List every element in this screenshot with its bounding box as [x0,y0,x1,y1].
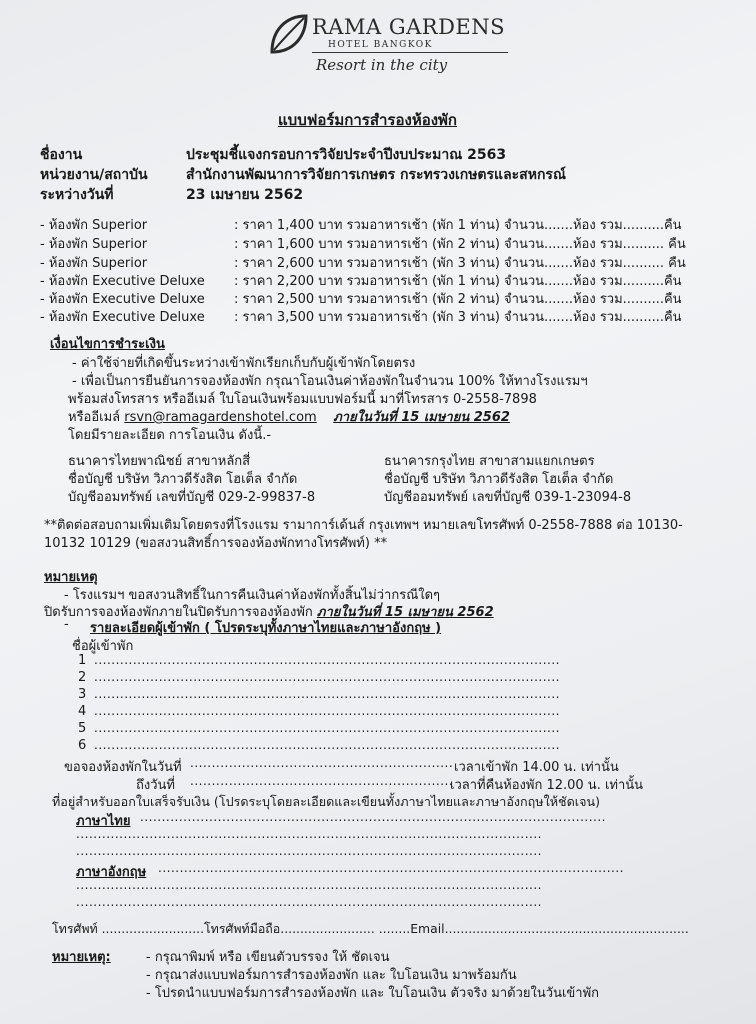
account-name: ชื่อบัญชี บริษัท วิภาวดีรังสิต โฮเต็ล จำกัด [68,472,298,487]
room-rate: : ราคา 2,600 บาท รวมอาหารเช้า (พัก 3 ท่าน) จำนวน.......ห้อง รวม.......... คืน [234,256,686,271]
payment-line-2: - เพื่อเป็นการยืนยันการจองห้องพัก กรุณาโอนเงินค่าห้องพักในจำนวน 100% ให้ทางโรงแรมฯ [72,374,588,389]
room-type: - ห้องพัก Executive Deluxe [40,274,205,289]
room-type: - ห้องพัก Executive Deluxe [40,310,205,325]
guest-number: 6 [78,738,87,753]
room-type: - ห้องพัก Superior [40,237,148,252]
payment-line-1: - ค่าใช้จ่ายที่เกิดขึ้นระหว่างเข้าพักเรียกเก็บกับผู้เข้าพักโดยตรง [72,356,416,371]
bank-name: ธนาคารไทยพาณิชย์ สาขาหลักสี่ [68,454,251,469]
organization-label: หน่วยงาน/สถาบัน [40,167,148,183]
note-2-line-2: - กรุณาส่งแบบฟอร์มการสำรองห้องพัก และ ใบโอนเงิน มาพร้อมกัน [146,968,517,983]
checkin-time-note: เวลาเข้าพัก 14.00 น. เท่านั้น [454,760,619,775]
thai-address-label: ภาษาไทย [76,814,131,829]
room-type: - ห้องพัก Superior [40,218,148,233]
guest-details-heading: รายละเอียดผู้เข้าพัก ( โปรดระบุทั้งภาษาไทยและภาษาอังกฤษ ) [90,621,442,636]
english-address-field[interactable]: ............................................................................................................ [76,895,542,909]
logo-divider [312,52,508,53]
guest-name-field[interactable]: ............................................................................................................ [94,653,560,667]
note-2-line-1: - กรุณาพิมพ์ หรือ เขียนตัวบรรจง ให้ ชัดเจน [146,950,390,965]
event-name-label: ชื่องาน [40,147,83,163]
room-type: - ห้องพัก Superior [40,256,148,271]
note-heading-2: หมายเหตุ: [52,950,111,965]
date-value: 23 เมษายน 2562 [186,187,304,203]
phone-email-line[interactable]: โทรศัพท์ ..........................โทรศัพท์มือถือ........................ ........Email.............................................................. [52,921,689,936]
organization-value: สำนักงานพัฒนาการวิจัยการเกษตร กระทรวงเกษตรและสหกรณ์ [186,167,566,183]
checkin-label: ขอจองห้องพักในวันที่ [64,760,182,775]
email-link[interactable]: rsvn@ramagardenshotel.com [124,410,317,425]
guest-name-field[interactable]: ............................................................................................................ [94,704,560,718]
address-label: ที่อยู่สำหรับออกใบเสร็จรับเงิน (โปรดระบุโดยละเอียดและเขียนทั้งภาษาไทยและภาษาอังกฤษให้ชัดเจน) [52,794,600,809]
payment-line-5: โดยมีรายละเอียด การโอนเงิน ดังนี้.- [68,428,272,443]
room-rate: : ราคา 1,400 บาท รวมอาหารเช้า (พัก 1 ท่าน) จำนวน.......ห้อง รวม..........คืน [234,218,682,233]
checkout-date-field[interactable]: ............................................................. [190,774,454,788]
room-rate: : ราคา 2,500 บาท รวมอาหารเช้า (พัก 2 ท่าน) จำนวน.......ห้อง รวม..........คืน [234,292,682,307]
room-type: - ห้องพัก Executive Deluxe [40,292,205,307]
checkin-date-field[interactable]: ............................................................. [190,756,454,770]
guest-name-field[interactable]: ............................................................................................................ [94,738,560,752]
english-address-field[interactable]: ............................................................................................................ [76,878,542,892]
note-heading: หมายเหตุ [44,570,98,585]
guest-number: 2 [78,670,87,685]
payment-line-3: พร้อมส่งโทรสาร หรืออีเมล์ ใบโอนเงินพร้อมแบบฟอร์มนี้ มาที่โทรสาร 0-2558-7898 [68,392,537,407]
payment-heading: เงื่อนไขการชำระเงิน [50,337,165,352]
guest-name-field[interactable]: ............................................................................................................ [94,670,560,684]
english-address-field[interactable]: ............................................................................................................ [158,861,624,875]
guest-name-label: ชื่อผู้เข้าพัก [72,639,134,654]
account-name: ชื่อบัญชี บริษัท วิภาวดีรังสิต โฮเต็ล จำกัด [384,472,614,487]
contact-line-1: **ติดต่อสอบถามเพิ่มเติมโดยตรงที่โรงแรม รามาการ์เด้นส์ กรุงเทพฯ หมายเลขโทรศัพท์ 0-2558-7888 ต่อ 10130- [44,518,683,533]
guest-name-field[interactable]: ............................................................................................................ [94,721,560,735]
room-rate: : ราคา 3,500 บาท รวมอาหารเช้า (พัก 3 ท่าน) จำนวน.......ห้อง รวม..........คืน [234,310,682,325]
payment-deadline: ภายในวันที่ 15 เมษายน 2562 [333,410,510,425]
guest-name-field[interactable]: ............................................................................................................ [94,687,560,701]
thai-address-field[interactable]: ............................................................................................................ [140,810,606,824]
thai-address-field[interactable]: ............................................................................................................ [76,844,542,858]
guest-number: 4 [78,704,87,719]
note-2-line-3: - โปรดนำแบบฟอร์มการสำรองห้องพัก และ ใบโอนเงิน ตัวจริง มาด้วยในวันเข้าพัก [146,986,600,1001]
guest-number: 3 [78,687,87,702]
logo-subtitle: HOTEL BANGKOK [328,40,433,50]
guest-number: 1 [78,653,87,668]
leaf-logo-icon [268,12,310,56]
note-deadline-prefix: ปิดรับการจองห้องพักภายในปิดรับการจองห้องพัก [44,605,313,620]
room-rate: : ราคา 1,600 บาท รวมอาหารเช้า (พัก 2 ท่าน) จำนวน.......ห้อง รวม.......... คืน [234,237,686,252]
room-rate: : ราคา 2,200 บาท รวมอาหารเช้า (พัก 1 ท่าน) จำนวน.......ห้อง รวม..........คืน [234,274,682,289]
hotel-logo [268,12,518,78]
contact-line-2: 10132 10129 (ขอสงวนสิทธิ์การจองห้องพักทางโทรศัพท์) ** [44,536,388,551]
english-address-label: ภาษาอังกฤษ [76,865,147,880]
checkout-label: ถึงวันที่ [136,778,175,793]
logo-tagline: Resort in the city [316,56,448,74]
event-name-value: ประชุมชี้แจงกรอบการวิจัยประจำปีงบประมาณ 2563 [186,147,507,163]
bank-name: ธนาคารกรุงไทย สาขาสามแยกเกษตร [384,454,595,469]
note-deadline: ภายในวันที่ 15 เมษายน 2562 [316,605,494,620]
thai-address-field[interactable]: ............................................................................................................ [76,827,542,841]
guest-number: 5 [78,721,87,736]
logo-title: RAMA GARDENS [312,15,506,39]
account-number: บัญชีออมทรัพย์ เลขที่บัญชี 029-2-99837-8 [68,490,316,505]
guest-heading-dash: - [64,617,69,632]
account-number: บัญชีออมทรัพย์ เลขที่บัญชี 039-1-23094-8 [384,490,632,505]
form-title: แบบฟอร์มการสำรองห้องพัก [278,111,458,129]
note-refund-line: - โรงแรมฯ ขอสงวนสิทธิ์ในการคืนเงินค่าห้องพักทั้งสิ้นไม่ว่ากรณีใดๆ [64,588,441,603]
date-label: ระหว่างวันที่ [40,187,114,203]
checkout-time-note: เวลาที่คืนห้องพัก 12.00 น. เท่านั้น [450,778,644,793]
email-prefix: หรืออีเมล์ [68,410,121,425]
